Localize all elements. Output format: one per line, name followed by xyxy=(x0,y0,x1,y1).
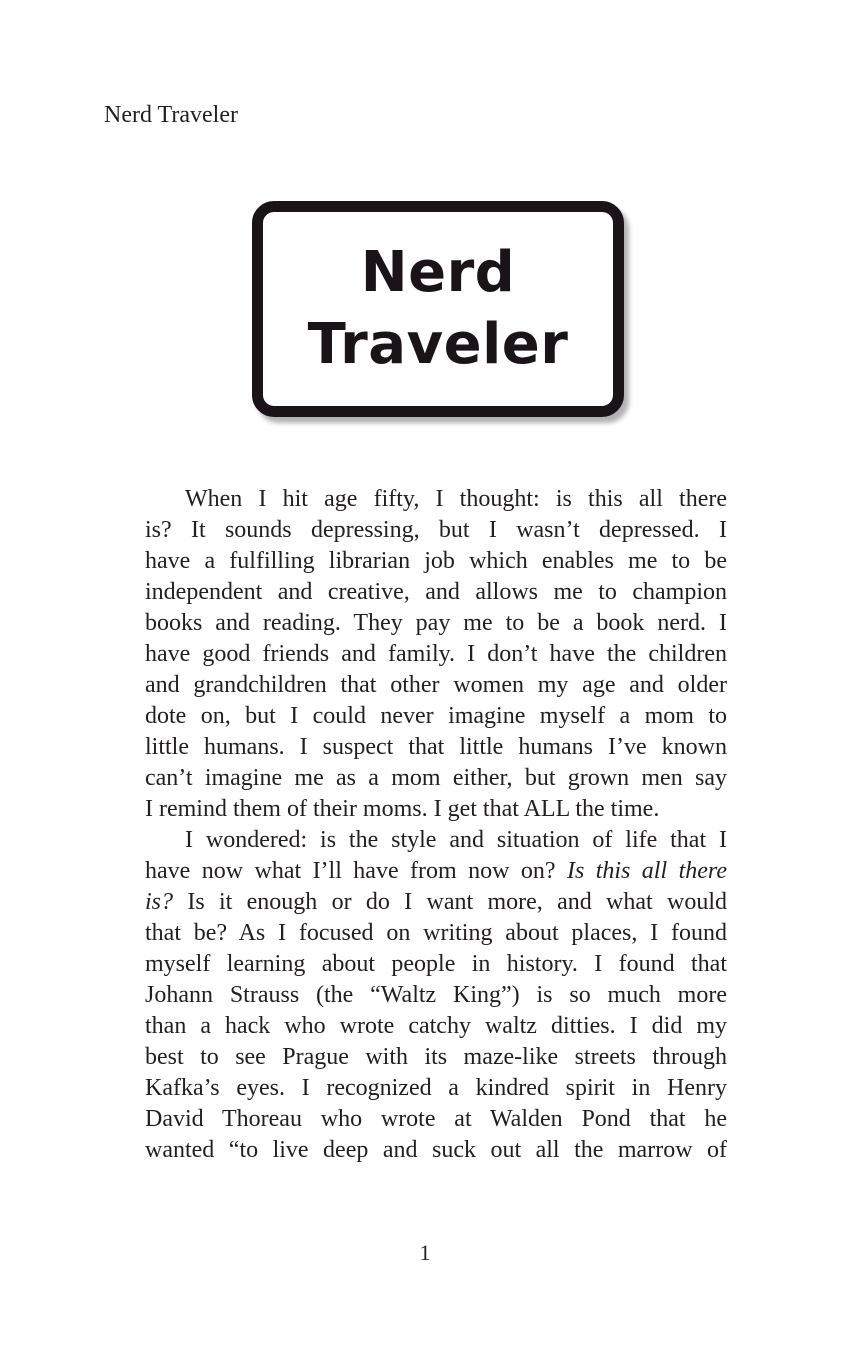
paragraph-line: myself learning about people in history. I found that xyxy=(145,951,727,977)
paragraph-line: wanted “to live deep and suck out all the marrow of xyxy=(145,1137,727,1163)
paragraph-line: have a fulfilling librarian job which enables me to be xyxy=(145,548,727,574)
paragraph-line: is? It sounds depressing, but I wasn’t depressed. I xyxy=(145,517,727,543)
italic-phrase: is? xyxy=(145,889,174,915)
paragraph-line: can’t imagine me as a mom either, but grown men say xyxy=(145,765,727,791)
italic-phrase: Is this all there xyxy=(566,858,727,884)
paragraph-line: than a hack who wrote catchy waltz ditties. I did my xyxy=(145,1013,727,1039)
page-number: 1 xyxy=(419,1240,431,1265)
paragraph-line: have good friends and family. I don’t have the children xyxy=(145,641,727,667)
paragraph-line: David Thoreau who wrote at Walden Pond that he xyxy=(145,1106,727,1132)
paragraph-line: Johann Strauss (the “Waltz King”) is so much more xyxy=(145,982,727,1008)
chapter-title-line-2: Traveler xyxy=(307,312,569,377)
paragraph-line: little humans. I suspect that little humans I’ve known xyxy=(145,734,727,760)
line-segment: Is it enough or do I want more, and what would xyxy=(173,889,727,915)
paragraph-line xyxy=(145,887,727,918)
paragraph-line: I remind them of their moms. I get that ALL the time. xyxy=(145,796,660,822)
body-text xyxy=(145,484,727,1166)
paragraph-line: independent and creative, and allows me to champion xyxy=(145,579,727,605)
paragraph-line: best to see Prague with its maze-like streets through xyxy=(145,1044,727,1070)
paragraph-line: and grandchildren that other women my age and older xyxy=(145,672,727,698)
paragraph-line xyxy=(145,856,727,887)
paragraph-line: dote on, but I could never imagine myself a mom to xyxy=(145,703,727,729)
line-segment: have now what I’ll have from now on? xyxy=(145,858,567,884)
paragraph-line: When I hit age fifty, I thought: is this all there xyxy=(185,486,727,512)
running-head: Nerd Traveler xyxy=(104,102,238,128)
chapter-title-line-1: Nerd xyxy=(360,240,516,305)
paragraph-line: books and reading. They pay me to be a book nerd. I xyxy=(145,610,727,636)
chapter-title-sign xyxy=(252,201,624,417)
paragraph-line: I wondered: is the style and situation of life that I xyxy=(185,827,727,853)
paragraph-line: Kafka’s eyes. I recognized a kindred spirit in Henry xyxy=(145,1075,727,1101)
paragraph-line: that be? As I focused on writing about places, I found xyxy=(145,920,727,946)
